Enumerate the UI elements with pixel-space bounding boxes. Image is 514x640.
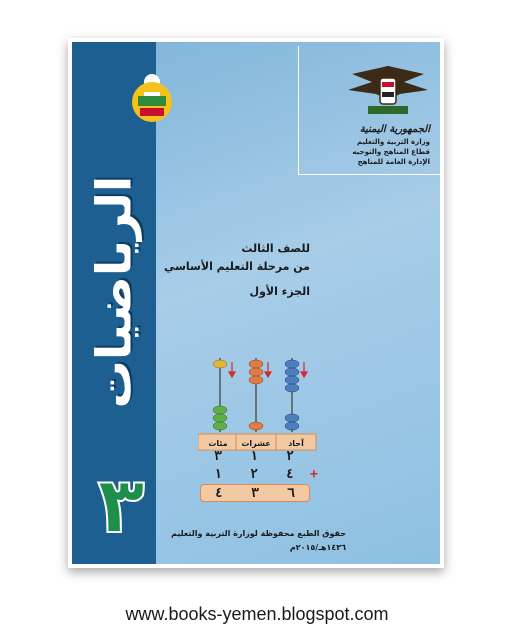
abacus-label-hundreds: مئات xyxy=(208,439,228,448)
digit: ١ xyxy=(214,466,222,482)
school-emblem-icon xyxy=(130,72,174,124)
subtitle-grade: للصف الثالث xyxy=(241,242,310,255)
digit: ٤ xyxy=(286,466,294,482)
digit: ٢ xyxy=(250,466,258,482)
addend-row-1 xyxy=(200,448,308,464)
publication-year: ١٤٣٦هـ/٢٠١٥م xyxy=(289,543,346,552)
subtitle-stage: من مرحلة التعليم الأساسي xyxy=(163,260,310,273)
gov-line-republic: الجمهورية اليمنية xyxy=(359,124,430,135)
digit: ٣ xyxy=(251,485,259,501)
gov-line-sector: قطاع المناهج والتوجيه xyxy=(352,148,430,156)
copyright-notice: حقوق الطبع محفوظة لوزارة التربية والتعليم xyxy=(171,529,346,538)
gov-line-ministry: وزارة التربية والتعليم xyxy=(356,138,430,146)
cover-spine xyxy=(72,42,156,564)
digit: ٢ xyxy=(286,448,294,464)
digit: ٣ xyxy=(214,448,222,464)
gov-line-department: الإدارة العامة للمناهج xyxy=(357,158,430,166)
digit: ١ xyxy=(250,448,258,464)
book-title: الرياضيات xyxy=(86,175,142,409)
abacus-label-ones: آحاد xyxy=(288,439,304,448)
grade-numeral: ٣ xyxy=(97,461,145,551)
book-cover-frame xyxy=(68,38,444,568)
grade-badge xyxy=(92,460,150,552)
digit: ٤ xyxy=(215,485,223,501)
addend-row-2 xyxy=(200,466,308,482)
subtitle-part: الجزء الأول xyxy=(249,285,310,298)
book-title-vertical xyxy=(76,162,152,422)
plus-sign: + xyxy=(310,467,318,482)
footer-site-url: www.books-yemen.blogspot.com xyxy=(125,604,389,624)
digit: ٦ xyxy=(287,485,295,501)
sum-row xyxy=(200,484,310,502)
eagle-emblem-icon xyxy=(342,60,434,120)
abacus-label-tens: عشرات xyxy=(241,439,271,448)
book-cover xyxy=(72,42,440,564)
